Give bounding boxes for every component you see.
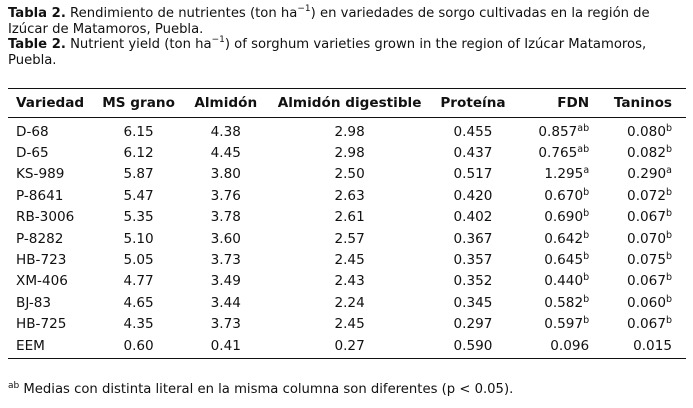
cell-ms-grano — [95, 314, 183, 335]
table-row — [8, 164, 686, 185]
cell-almidon — [182, 271, 269, 292]
cell-variedad-value: P-8641 — [16, 187, 64, 204]
cell-taninos — [603, 207, 686, 228]
cell-ms-grano-value: 5.05 — [123, 252, 154, 269]
cell-almidon — [182, 228, 269, 249]
table-row — [8, 271, 686, 292]
cell-taninos — [603, 185, 686, 206]
cell-proteina — [430, 228, 516, 249]
cell-almidon-value: 3.80 — [210, 166, 241, 183]
cell-fdn-value: 0.597 — [544, 316, 584, 333]
cell-almidon-digestible-value: 2.45 — [334, 252, 365, 269]
cell-taninos-significance-letter: b — [665, 144, 672, 156]
cell-taninos-significance-letter: b — [665, 186, 672, 198]
cell-variedad — [8, 314, 95, 335]
table-caption — [8, 3, 685, 68]
cell-variedad-value: HB-723 — [16, 252, 67, 269]
cell-fdn — [516, 335, 603, 359]
cell-ms-grano — [95, 207, 183, 228]
cell-taninos-value: 0.082 — [627, 145, 666, 162]
cell-ms-grano-value: 0.60 — [123, 337, 154, 354]
cell-ms-grano-value: 4.35 — [123, 316, 154, 333]
header-variedad: Variedad — [8, 89, 95, 118]
cell-fdn-significance-letter: b — [583, 251, 590, 263]
cell-almidon-digestible — [269, 249, 430, 270]
caption-en-text-b: ) of sorghum varieties grown in the region of Izúcar Matamoros, — [224, 37, 647, 52]
cell-almidon — [182, 118, 269, 143]
cell-taninos-value: 0.067 — [627, 209, 666, 226]
cell-variedad — [8, 164, 95, 185]
cell-fdn-significance-letter: a — [583, 165, 590, 177]
cell-almidon-digestible — [269, 142, 430, 163]
cell-fdn-significance-letter: b — [583, 229, 590, 241]
cell-proteina — [430, 142, 516, 163]
cell-almidon-digestible-value: 2.43 — [334, 273, 365, 290]
cell-fdn-value: 0.857 — [538, 123, 578, 140]
cell-proteina-value: 0.420 — [453, 187, 493, 204]
caption-es-line2: Izúcar de Matamoros, Puebla. — [8, 21, 204, 37]
header-fdn: FDN — [516, 89, 603, 118]
cell-almidon-value: 4.45 — [210, 145, 241, 162]
cell-taninos-value: 0.072 — [627, 187, 666, 204]
cell-taninos-significance-letter: b — [665, 293, 672, 305]
cell-taninos — [603, 142, 686, 163]
table-row — [8, 185, 686, 206]
cell-variedad-value: KS-989 — [16, 166, 65, 183]
cell-taninos — [603, 335, 686, 359]
cell-fdn-value: 0.645 — [544, 252, 584, 269]
cell-proteina-value: 0.367 — [453, 230, 493, 247]
cell-fdn — [516, 185, 603, 206]
cell-variedad — [8, 271, 95, 292]
cell-ms-grano-value: 6.15 — [123, 123, 154, 140]
table-row — [8, 142, 686, 163]
cell-fdn-significance-letter: b — [583, 315, 590, 327]
cell-taninos-value: 0.075 — [627, 252, 666, 269]
cell-fdn-value: 1.295 — [544, 166, 584, 183]
cell-fdn-significance-letter: ab — [577, 122, 590, 134]
header-almidon-digestible: Almidón digestible — [269, 89, 430, 118]
cell-almidon-digestible — [269, 118, 430, 143]
cell-proteina-value: 0.402 — [453, 209, 493, 226]
cell-almidon-digestible — [269, 335, 430, 359]
cell-taninos — [603, 118, 686, 143]
cell-proteina-value: 0.517 — [453, 166, 493, 183]
cell-proteina-value: 0.352 — [453, 273, 493, 290]
cell-almidon — [182, 164, 269, 185]
cell-almidon-value: 3.78 — [210, 209, 241, 226]
cell-variedad-value: D-65 — [16, 145, 49, 162]
cell-ms-grano-value: 5.35 — [123, 209, 154, 226]
cell-almidon-value: 3.44 — [210, 294, 241, 311]
cell-almidon-digestible-value: 2.98 — [334, 145, 365, 162]
cell-taninos — [603, 249, 686, 270]
cell-almidon-digestible-value: 0.27 — [334, 337, 365, 354]
table-body — [8, 118, 686, 359]
cell-taninos-value: 0.080 — [627, 123, 666, 140]
cell-fdn-significance-letter: b — [583, 208, 590, 220]
cell-fdn-significance-letter: b — [583, 272, 590, 284]
cell-almidon — [182, 292, 269, 313]
cell-variedad-value: XM-406 — [16, 273, 68, 290]
cell-proteina-value: 0.455 — [453, 123, 493, 140]
cell-fdn — [516, 207, 603, 228]
cell-almidon-digestible-value: 2.24 — [334, 294, 365, 311]
header-taninos: Taninos — [603, 89, 686, 118]
table-row — [8, 207, 686, 228]
table-row — [8, 314, 686, 335]
table-header — [8, 89, 686, 118]
cell-almidon — [182, 249, 269, 270]
cell-almidon — [182, 185, 269, 206]
cell-almidon-digestible — [269, 314, 430, 335]
caption-es-exponent: −1 — [297, 3, 311, 14]
cell-ms-grano-value: 6.12 — [123, 145, 154, 162]
cell-taninos-significance-letter: b — [665, 122, 672, 134]
cell-taninos — [603, 271, 686, 292]
cell-proteina — [430, 292, 516, 313]
cell-taninos-value: 0.070 — [627, 230, 666, 247]
cell-almidon-digestible — [269, 292, 430, 313]
cell-variedad — [8, 185, 95, 206]
cell-ms-grano-value: 4.65 — [123, 294, 154, 311]
cell-almidon-value: 3.76 — [210, 187, 241, 204]
cell-taninos-significance-letter: b — [665, 251, 672, 263]
cell-taninos-significance-letter: b — [665, 229, 672, 241]
cell-taninos-significance-letter: b — [665, 315, 672, 327]
nutrient-yield-table — [8, 88, 686, 359]
cell-almidon-value: 3.73 — [210, 252, 241, 269]
cell-variedad — [8, 335, 95, 359]
cell-taninos-value: 0.290 — [627, 166, 667, 183]
cell-fdn — [516, 228, 603, 249]
cell-fdn — [516, 118, 603, 143]
cell-almidon-digestible-value: 2.45 — [334, 316, 365, 333]
caption-en-line2: Puebla. — [8, 52, 57, 68]
cell-fdn — [516, 249, 603, 270]
cell-variedad-value: RB-3006 — [16, 209, 75, 226]
footnote — [8, 382, 513, 397]
cell-taninos-value: 0.067 — [627, 273, 666, 290]
cell-variedad — [8, 249, 95, 270]
cell-ms-grano — [95, 185, 183, 206]
cell-ms-grano — [95, 118, 183, 143]
cell-taninos-significance-letter: b — [665, 208, 672, 220]
cell-proteina — [430, 314, 516, 335]
cell-variedad — [8, 228, 95, 249]
cell-variedad-value: BJ-83 — [16, 294, 52, 311]
cell-almidon-value: 4.38 — [210, 123, 241, 140]
cell-fdn-value: 0.642 — [544, 230, 584, 247]
cell-ms-grano — [95, 228, 183, 249]
cell-fdn-significance-letter: ab — [577, 144, 590, 156]
cell-taninos-value: 0.015 — [633, 337, 672, 354]
cell-ms-grano — [95, 271, 183, 292]
cell-almidon-value: 3.60 — [210, 230, 241, 247]
caption-es-label: Tabla 2. — [8, 6, 66, 21]
cell-proteina-value: 0.590 — [453, 337, 493, 354]
cell-fdn — [516, 292, 603, 313]
cell-fdn-value: 0.096 — [550, 337, 590, 354]
caption-es-text-b: ) en variedades de sorgo cultivadas en la región de — [310, 6, 650, 21]
cell-taninos — [603, 292, 686, 313]
cell-taninos — [603, 314, 686, 335]
header-row — [8, 89, 686, 118]
cell-variedad — [8, 118, 95, 143]
header-ms-grano: MS grano — [95, 89, 183, 118]
caption-en-text-a: Nutrient yield (ton ha — [65, 37, 212, 52]
cell-almidon-value: 0.41 — [210, 337, 241, 354]
cell-fdn-value: 0.765 — [538, 145, 578, 162]
cell-almidon-value: 3.49 — [210, 273, 241, 290]
cell-variedad-value: D-68 — [16, 123, 49, 140]
cell-almidon-digestible — [269, 271, 430, 292]
cell-proteina — [430, 185, 516, 206]
cell-fdn-value: 0.582 — [544, 294, 584, 311]
cell-ms-grano — [95, 142, 183, 163]
cell-ms-grano — [95, 292, 183, 313]
cell-almidon-digestible — [269, 207, 430, 228]
cell-fdn — [516, 271, 603, 292]
cell-ms-grano-value: 5.47 — [123, 187, 154, 204]
cell-almidon-digestible — [269, 164, 430, 185]
cell-fdn — [516, 142, 603, 163]
cell-ms-grano-value: 5.10 — [123, 230, 154, 247]
cell-almidon-digestible-value: 2.61 — [334, 209, 365, 226]
cell-taninos — [603, 164, 686, 185]
cell-taninos-significance-letter: b — [665, 272, 672, 284]
caption-spanish — [8, 3, 685, 37]
cell-fdn-value: 0.690 — [544, 209, 584, 226]
table-row — [8, 118, 686, 143]
table-row — [8, 292, 686, 313]
cell-fdn-significance-letter: b — [583, 293, 590, 305]
cell-ms-grano — [95, 164, 183, 185]
cell-fdn — [516, 314, 603, 335]
cell-taninos-significance-letter: a — [666, 165, 672, 177]
cell-fdn-value: 0.670 — [544, 187, 584, 204]
cell-variedad — [8, 207, 95, 228]
cell-almidon-digestible — [269, 185, 430, 206]
cell-proteina-value: 0.297 — [453, 316, 493, 333]
cell-variedad-value: P-8282 — [16, 230, 64, 247]
cell-almidon-digestible-value: 2.63 — [334, 187, 365, 204]
cell-ms-grano — [95, 249, 183, 270]
cell-ms-grano-value: 5.87 — [123, 166, 154, 183]
footnote-marker: ab — [8, 381, 20, 391]
cell-variedad-value: HB-725 — [16, 316, 67, 333]
cell-variedad-value: EEM — [16, 337, 45, 354]
table-row — [8, 335, 686, 359]
cell-almidon — [182, 207, 269, 228]
cell-proteina-value: 0.437 — [453, 145, 493, 162]
cell-proteina — [430, 335, 516, 359]
cell-ms-grano-value: 4.77 — [123, 273, 154, 290]
cell-proteina-value: 0.345 — [453, 294, 493, 311]
cell-ms-grano — [95, 335, 183, 359]
cell-almidon-digestible-value: 2.57 — [334, 230, 365, 247]
cell-variedad — [8, 142, 95, 163]
cell-proteina — [430, 207, 516, 228]
cell-taninos — [603, 228, 686, 249]
table-row — [8, 228, 686, 249]
cell-proteina — [430, 118, 516, 143]
cell-almidon-digestible-value: 2.98 — [334, 123, 365, 140]
cell-variedad — [8, 292, 95, 313]
cell-fdn-significance-letter: b — [583, 186, 590, 198]
cell-proteina — [430, 271, 516, 292]
caption-english — [8, 34, 685, 68]
table-row — [8, 249, 686, 270]
cell-almidon — [182, 142, 269, 163]
cell-proteina-value: 0.357 — [453, 252, 493, 269]
footnote-text: Medias con distinta literal en la misma columna son diferentes (p < 0.05). — [19, 382, 514, 397]
cell-taninos-value: 0.067 — [627, 316, 666, 333]
cell-taninos-value: 0.060 — [627, 294, 666, 311]
cell-almidon-digestible-value: 2.50 — [334, 166, 365, 183]
header-almidon: Almidón — [182, 89, 269, 118]
cell-almidon — [182, 314, 269, 335]
caption-en-exponent: −1 — [211, 34, 225, 45]
cell-fdn-value: 0.440 — [544, 273, 584, 290]
caption-es-text-a: Rendimiento de nutrientes (ton ha — [65, 6, 298, 21]
cell-proteina — [430, 164, 516, 185]
cell-almidon — [182, 335, 269, 359]
header-proteina: Proteína — [430, 89, 516, 118]
caption-en-label: Table 2. — [8, 37, 66, 52]
cell-almidon-value: 3.73 — [210, 316, 241, 333]
cell-almidon-digestible — [269, 228, 430, 249]
cell-fdn — [516, 164, 603, 185]
cell-proteina — [430, 249, 516, 270]
